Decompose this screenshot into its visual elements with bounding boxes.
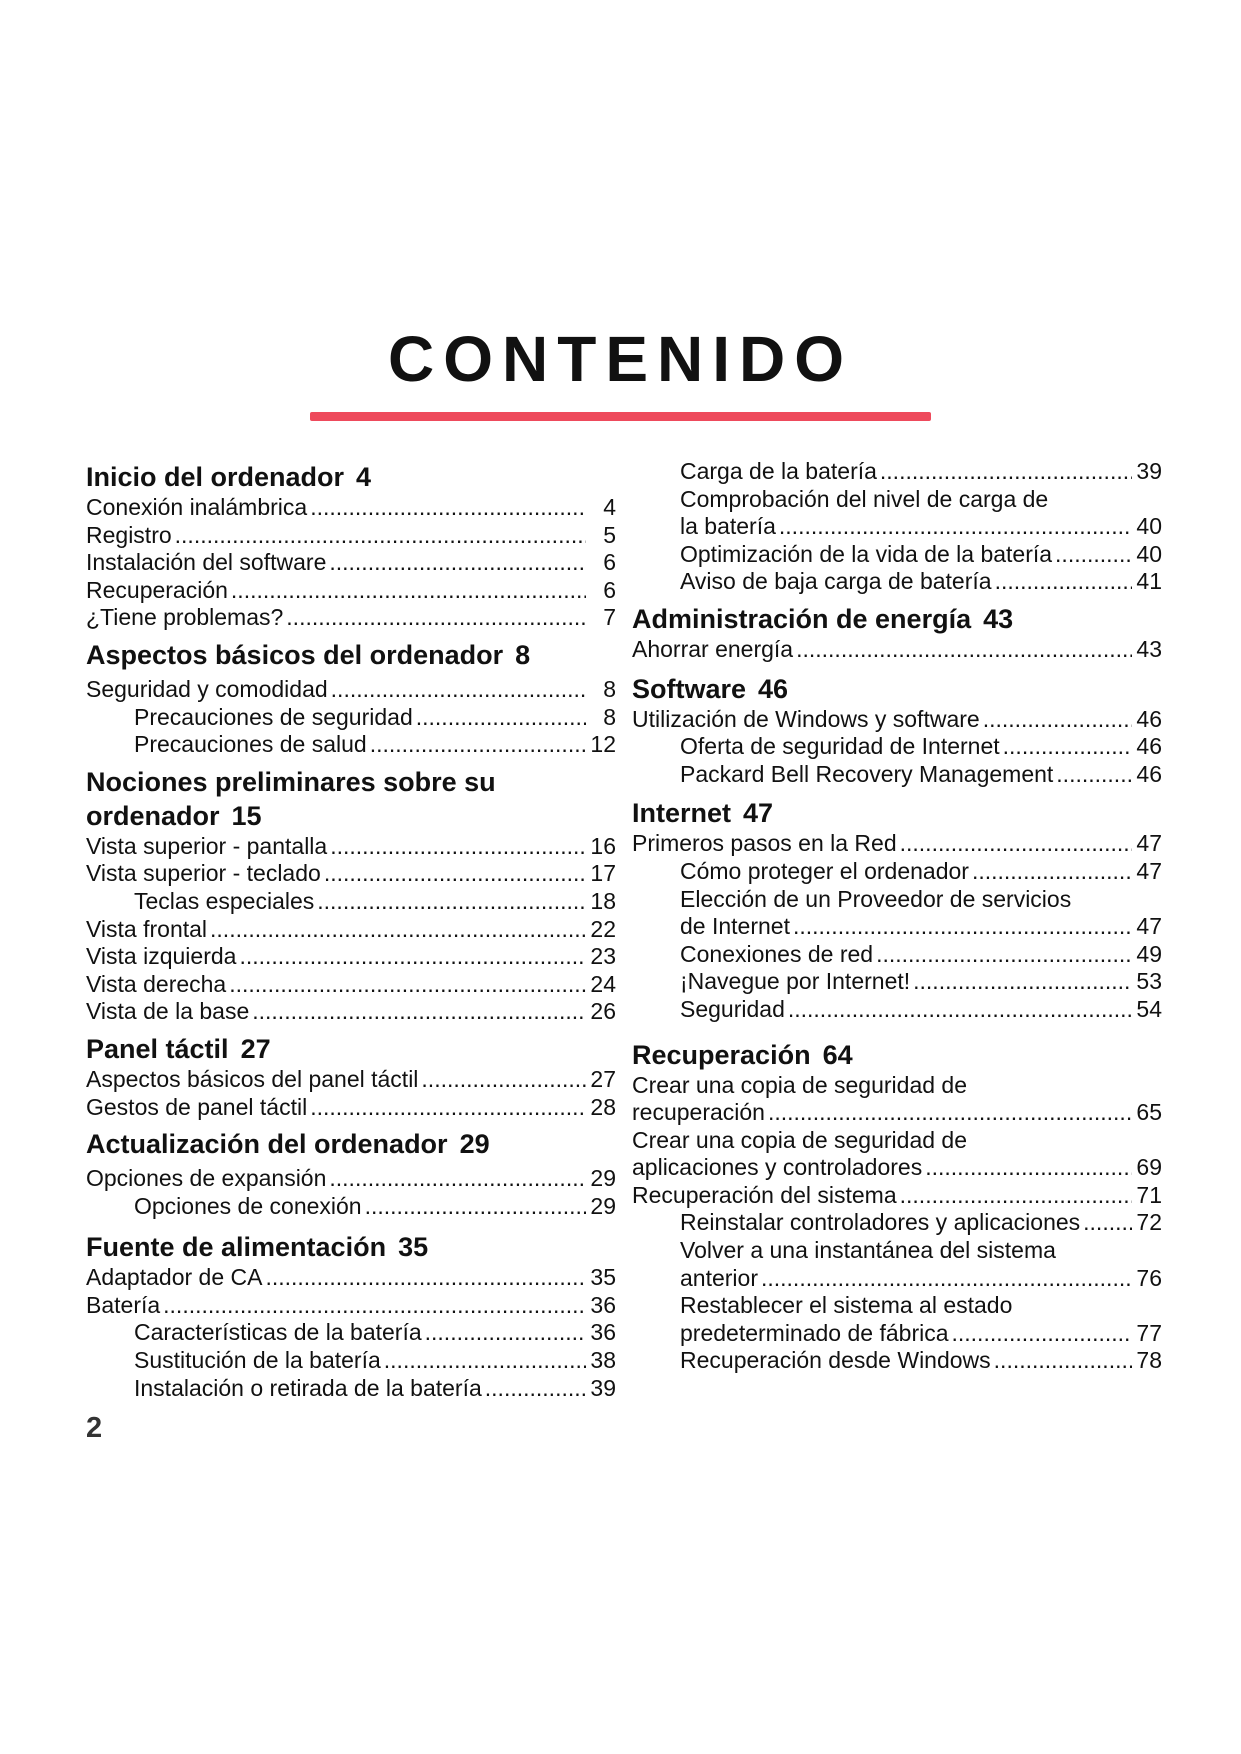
toc-entry[interactable]: Vista superior - teclado ..... 17 xyxy=(86,860,616,888)
toc-entry[interactable]: Recuperación ..... 6 xyxy=(86,577,616,605)
toc-entry[interactable]: Seguridad y comodidad ..... 8 xyxy=(86,676,616,704)
toc-subentry[interactable]: Sustitución de la batería ..... 38 xyxy=(86,1347,616,1375)
toc-section-heading[interactable]: Actualización del ordenador 29 xyxy=(86,1129,490,1160)
toc-entry[interactable]: Batería ..... 36 xyxy=(86,1292,616,1320)
toc-entry[interactable]: Recuperación del sistema ..... 71 xyxy=(632,1182,1162,1210)
toc-entry[interactable]: Vista superior - pantalla ..... 16 xyxy=(86,833,616,861)
toc-subentry-line: Comprobación del nivel de carga de xyxy=(680,485,1049,512)
toc-subentry[interactable]: Packard Bell Recovery Management ..... 46 xyxy=(632,761,1162,789)
toc-subentry-line: Elección de un Proveedor de servicios xyxy=(680,885,1072,912)
toc-section-heading[interactable]: Panel táctil 27 xyxy=(86,1033,271,1064)
toc-entry[interactable]: Gestos de panel táctil ..... 28 xyxy=(86,1094,616,1122)
toc-entry[interactable]: Conexión inalámbrica ..... 4 xyxy=(86,494,616,522)
toc-subentry-line: Volver a una instantánea del sistema xyxy=(680,1237,1056,1264)
toc-entry[interactable]: Registro ..... 5 xyxy=(86,522,616,550)
title-underline xyxy=(310,412,931,421)
toc-entry[interactable]: Instalación del software ..... 6 xyxy=(86,549,616,577)
toc-subentry[interactable]: Cómo proteger el ordenador ..... 47 xyxy=(632,858,1162,886)
toc-section-heading[interactable]: Nociones preliminares sobre su ordenador 15 xyxy=(86,766,496,831)
toc-subentry[interactable]: Seguridad ..... 54 xyxy=(632,996,1162,1024)
toc-subentry[interactable]: predeterminado de fábrica ..... 77 xyxy=(632,1320,1162,1348)
toc-section-heading[interactable]: Aspectos básicos del ordenador 8 xyxy=(86,639,531,670)
toc-subentry[interactable]: la batería ..... 40 xyxy=(632,513,1162,541)
toc-subentry[interactable]: anterior ..... 76 xyxy=(632,1265,1162,1293)
toc-section-heading[interactable]: Software 46 xyxy=(632,673,789,704)
toc-subentry[interactable]: Recuperación desde Windows ..... 78 xyxy=(632,1347,1162,1375)
toc-subentry[interactable]: Instalación o retirada de la batería ..... 39 xyxy=(86,1375,616,1403)
toc-subentry[interactable]: Precauciones de seguridad ..... 8 xyxy=(86,704,616,732)
toc-subentry[interactable]: de Internet ..... 47 xyxy=(632,913,1162,941)
toc-right-column xyxy=(632,458,1162,1375)
toc-subentry[interactable]: Características de la batería ..... 36 xyxy=(86,1319,616,1347)
toc-section-heading[interactable]: Recuperación 64 xyxy=(632,1039,853,1070)
toc-entry[interactable]: Vista frontal ..... 22 xyxy=(86,916,616,944)
toc-entry-line: Crear una copia de seguridad de xyxy=(632,1071,968,1098)
toc-entry[interactable]: Aspectos básicos del panel táctil ..... 27 xyxy=(86,1066,616,1094)
toc-section-heading[interactable]: Inicio del ordenador 4 xyxy=(86,462,372,492)
toc-subentry[interactable]: Optimización de la vida de la batería ..... 40 xyxy=(632,541,1162,569)
page-number: 2 xyxy=(86,1412,103,1444)
toc-subentry[interactable]: Reinstalar controladores y aplicaciones ..... 72 xyxy=(632,1209,1162,1237)
toc-entry[interactable]: Primeros pasos en la Red ..... 47 xyxy=(632,830,1162,858)
toc-entry[interactable]: recuperación ..... 65 xyxy=(632,1099,1162,1127)
toc-entry[interactable]: Adaptador de CA ..... 35 xyxy=(86,1264,616,1292)
toc-section-heading[interactable]: Administración de energía 43 xyxy=(632,603,1014,634)
toc-entry[interactable]: ¿Tiene problemas? ..... 7 xyxy=(86,604,616,632)
toc-section-heading[interactable]: Internet 47 xyxy=(632,798,774,829)
toc-subentry[interactable]: Oferta de seguridad de Internet ..... 46 xyxy=(632,733,1162,761)
toc-entry-line: Crear una copia de seguridad de xyxy=(632,1126,968,1153)
toc-entry[interactable]: Vista derecha ..... 24 xyxy=(86,971,616,999)
toc-left-column xyxy=(86,460,616,1402)
toc-subentry[interactable]: Aviso de baja carga de batería ..... 41 xyxy=(632,568,1162,596)
toc-entry[interactable]: aplicaciones y controladores ..... 69 xyxy=(632,1154,1162,1182)
page-title: CONTENIDO xyxy=(388,323,853,395)
toc-entry[interactable]: Utilización de Windows y software ..... 46 xyxy=(632,706,1162,734)
toc-entry[interactable]: Vista izquierda ..... 23 xyxy=(86,943,616,971)
toc-entry[interactable]: Vista de la base ..... 26 xyxy=(86,998,616,1026)
toc-subentry[interactable]: Precauciones de salud ..... 12 xyxy=(86,731,616,759)
toc-subentry[interactable]: ¡Navegue por Internet! ..... 53 xyxy=(632,968,1162,996)
toc-subentry[interactable]: Conexiones de red ..... 49 xyxy=(632,941,1162,969)
toc-subentry-line: Restablecer el sistema al estado xyxy=(680,1292,1013,1319)
toc-subentry[interactable]: Carga de la batería ..... 39 xyxy=(632,458,1162,486)
toc-entry[interactable]: Opciones de expansión ..... 29 xyxy=(86,1165,616,1193)
toc-entry[interactable]: Ahorrar energía ..... 43 xyxy=(632,636,1162,664)
toc-section-heading[interactable]: Fuente de alimentación 35 xyxy=(86,1232,429,1263)
toc-subentry[interactable]: Opciones de conexión ..... 29 xyxy=(86,1193,616,1221)
toc-subentry[interactable]: Teclas especiales ..... 18 xyxy=(86,888,616,916)
